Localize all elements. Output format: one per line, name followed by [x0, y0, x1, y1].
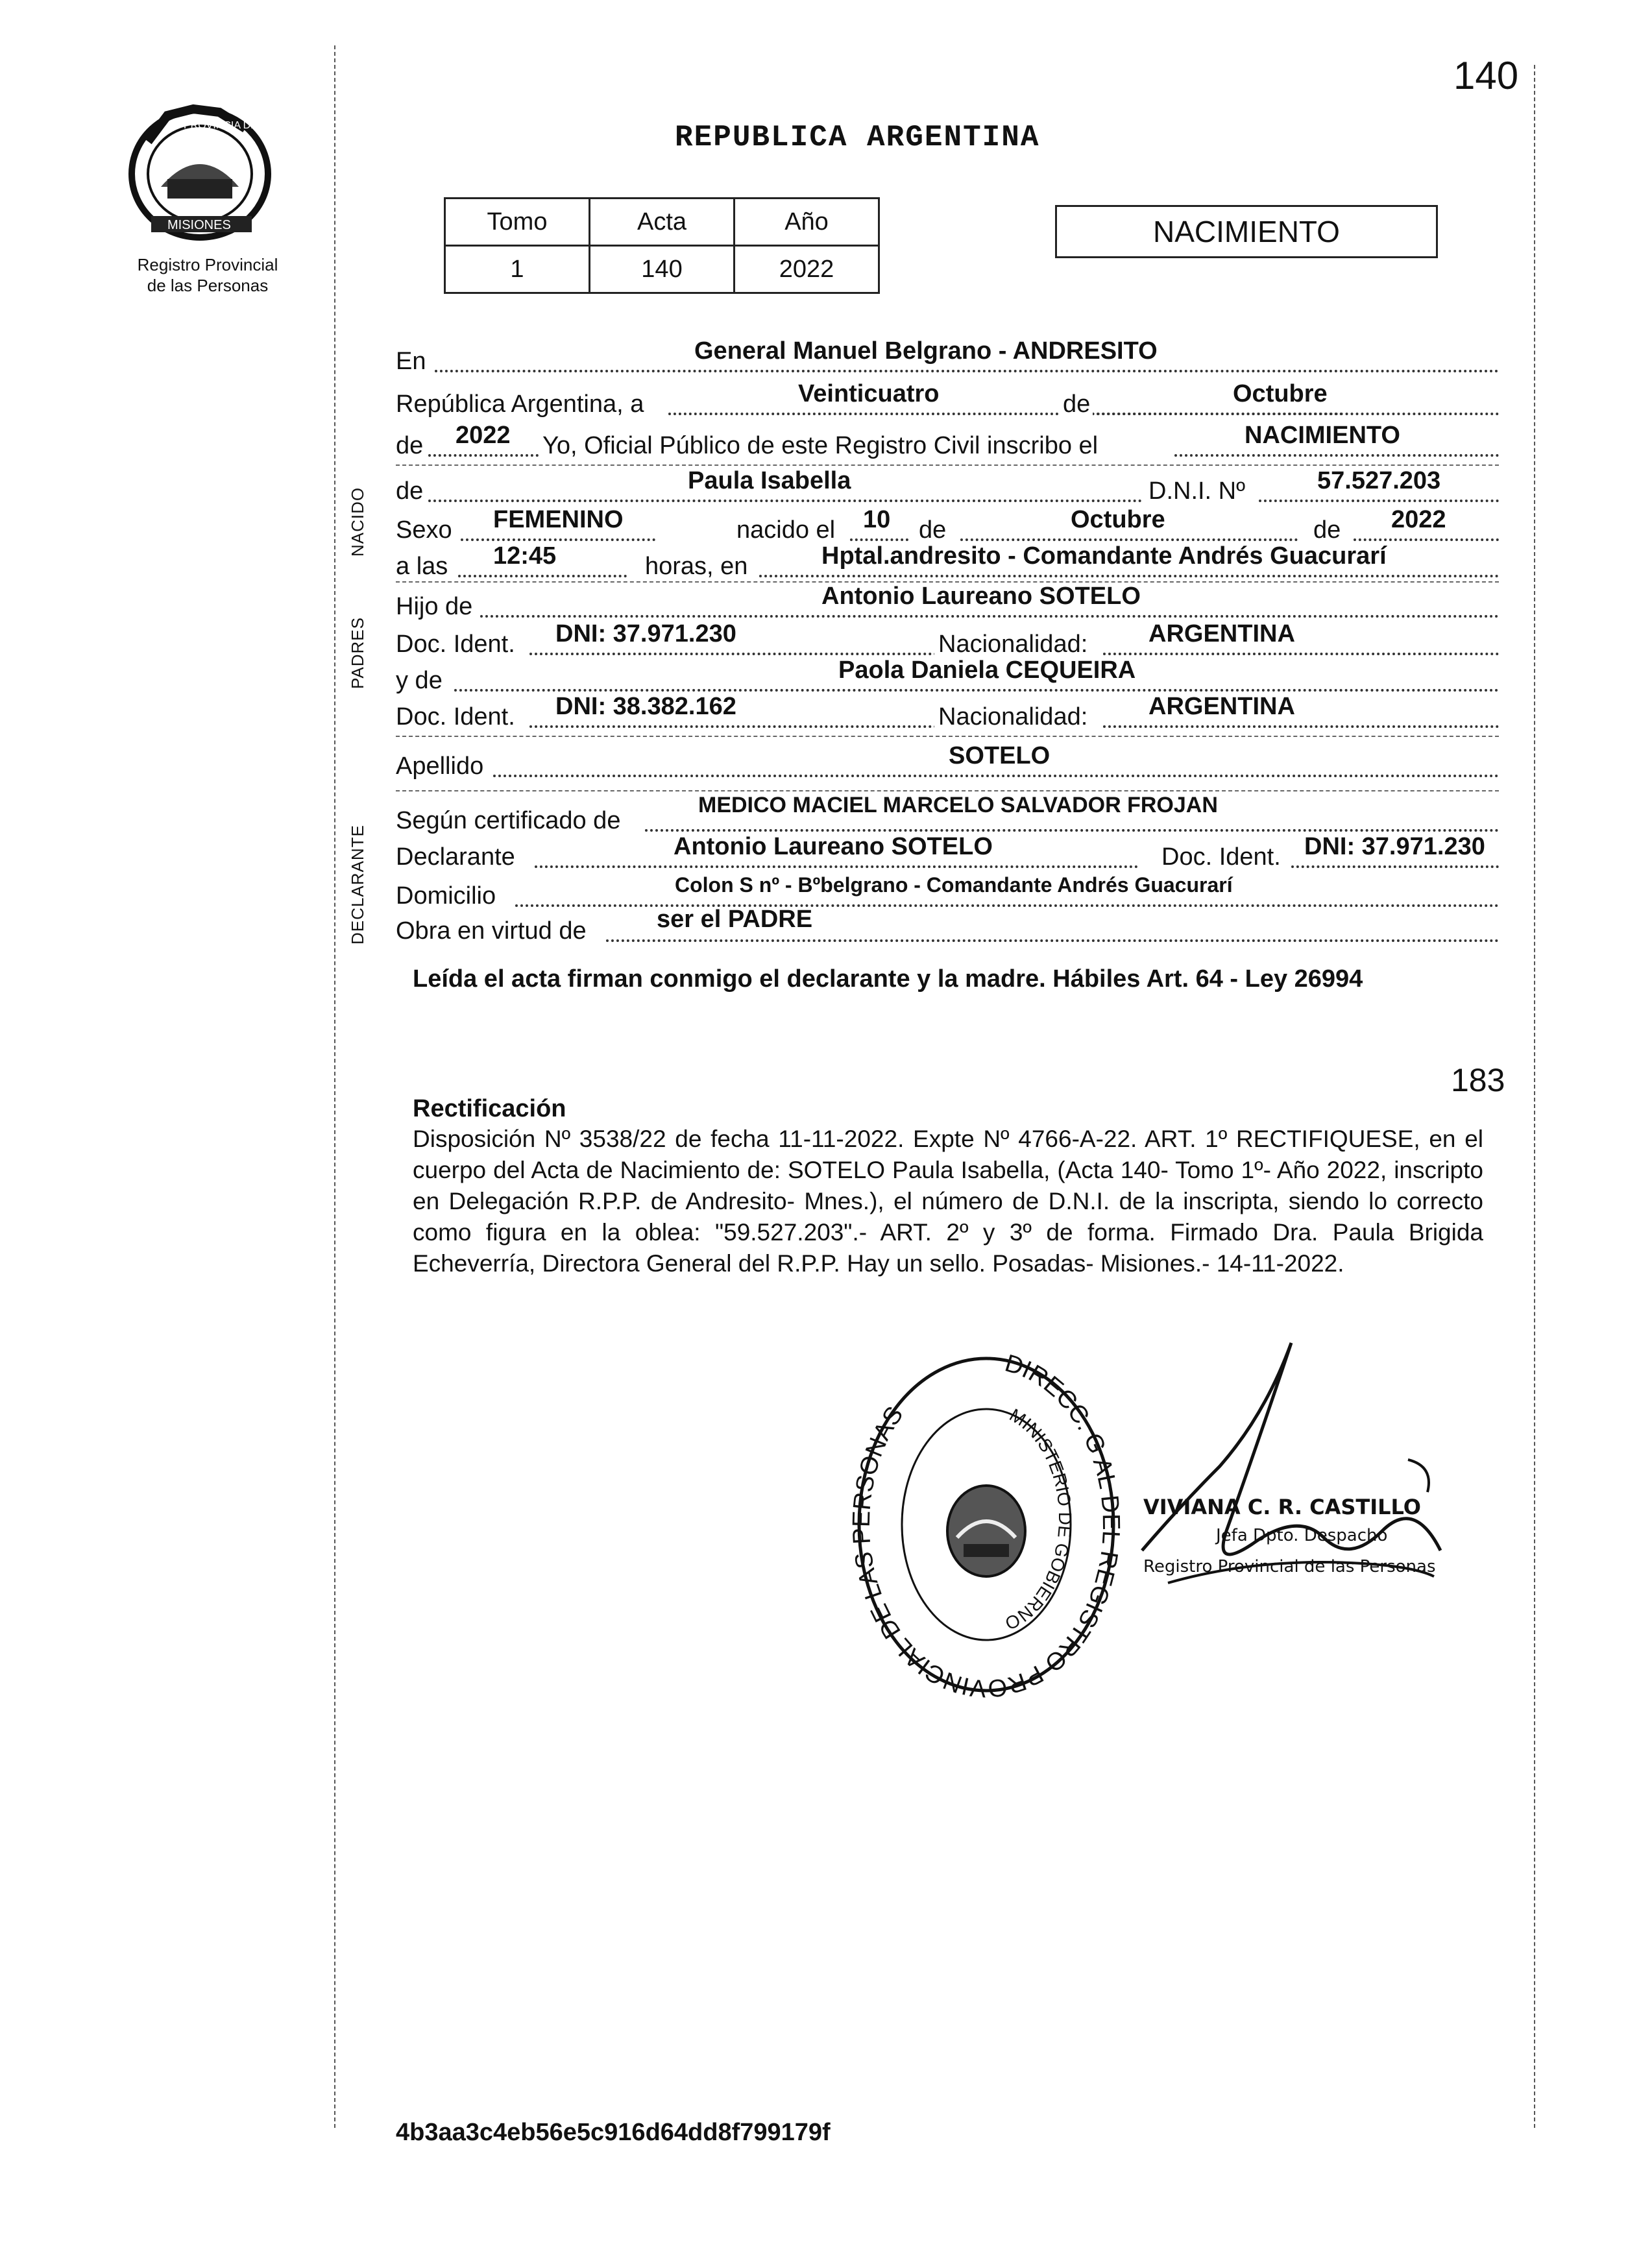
label-sexo: Sexo — [396, 516, 452, 544]
value-act-kind: NACIMIENTO — [1245, 422, 1400, 449]
label-dni: D.N.I. Nº — [1148, 477, 1245, 505]
document-hash: 4b3aa3c4eb56e5c916d64dd8f799179f — [396, 2119, 831, 2146]
label-hijo-de: Hijo de — [396, 593, 473, 620]
row-year — [396, 422, 1499, 461]
row-father-doc — [396, 620, 1499, 659]
label-mother-nationality: Nacionalidad: — [934, 703, 1091, 731]
value-sexo: FEMENINO — [493, 506, 624, 533]
label-mother-doc: Doc. Ident. — [396, 703, 515, 730]
row-sexo — [396, 506, 1499, 545]
row-y-de — [396, 657, 1499, 695]
act-type-box: NACIMIENTO — [1055, 205, 1438, 258]
label-declarante: Declarante — [396, 843, 515, 871]
row-a-las — [396, 542, 1499, 581]
record-header-acta: Acta — [590, 199, 735, 246]
seal-caption-line2: de las Personas — [147, 276, 269, 295]
svg-text:DIRECC. G AL DEL REGISTRO PROV: DIRECC. G AL DEL REGISTRO PROVINCIAL DE LAS PERSONAS — [847, 1349, 1125, 1702]
label-father-doc: Doc. Ident. — [396, 631, 515, 658]
closing-note: Leída el acta firman conmigo el declarante y la madre. Hábiles Art. 64 - Ley 26994 — [413, 965, 1363, 993]
label-father-nationality: Nacionalidad: — [934, 631, 1091, 658]
value-place: General Manuel Belgrano - ANDRESITO — [694, 337, 1158, 365]
value-name: Paula Isabella — [688, 467, 851, 494]
value-obra: ser el PADRE — [657, 906, 813, 933]
row-domicilio — [396, 871, 1499, 910]
value-day-words: Veinticuatro — [798, 380, 940, 407]
left-margin-rule — [334, 45, 335, 2128]
value-birth-time: 12:45 — [493, 542, 557, 570]
record-value-anio: 2022 — [735, 246, 879, 293]
section-divider — [396, 464, 1499, 466]
section-label-declarante: DECLARANTE — [348, 825, 367, 945]
misiones-seal-icon — [122, 103, 278, 245]
label-en: En — [396, 348, 426, 375]
value-dni: 57.527.203 — [1317, 467, 1441, 494]
row-republica — [396, 380, 1499, 419]
section-divider — [396, 790, 1499, 791]
value-mother-doc: DNI: 38.382.162 — [555, 693, 736, 720]
value-birth-year: 2022 — [1391, 506, 1446, 533]
record-value-tomo: 1 — [445, 246, 590, 293]
official-stamp-icon — [844, 1343, 1129, 1706]
record-header-anio: Año — [735, 199, 879, 246]
row-certificado — [396, 793, 1499, 832]
page-number: 140 — [1453, 54, 1519, 97]
signer-office: Registro Provincial de las Personas — [1143, 1557, 1436, 1576]
label-obra: Obra en virtud de — [396, 917, 587, 945]
right-margin-rule — [1534, 65, 1535, 2128]
rectification-number: 183 — [1451, 1062, 1505, 1098]
value-mother-name: Paola Daniela CEQUEIRA — [838, 657, 1136, 684]
label-nacido-de: de — [396, 477, 424, 505]
row-en — [396, 337, 1499, 376]
value-domicilio: Colon S nº - Bºbelgrano - Comandante Andrés Guacurarí — [675, 873, 1233, 897]
svg-text:MISIONES: MISIONES — [167, 218, 231, 232]
label-republica: República Argentina, a — [396, 391, 644, 418]
value-apellido: SOTELO — [949, 742, 1051, 769]
row-obra — [396, 906, 1499, 945]
seal-caption-line1: Registro Provincial — [137, 255, 278, 274]
value-father-doc: DNI: 37.971.230 — [555, 620, 736, 647]
value-month: Octubre — [1233, 380, 1328, 407]
value-mother-nationality: ARGENTINA — [1148, 693, 1295, 720]
label-a-las: a las — [396, 553, 448, 580]
row-mother-doc — [396, 693, 1499, 732]
label-inscribo: Yo, Oficial Público de este Registro Civil inscribo el — [542, 432, 1099, 459]
value-certificado: MEDICO MACIEL MARCELO SALVADOR FROJAN — [698, 793, 1218, 817]
record-header-tomo: Tomo — [445, 199, 590, 246]
label-domicilio: Domicilio — [396, 882, 496, 910]
rectification-body: Disposición Nº 3538/22 de fecha 11-11-2022. Expte Nº 4766-A-22. ART. 1º RECTIFIQUESE, en el cuerpo del Acta de Nacimiento de: SOTELO Paula Isabella, (Acta 140- Tomo 1º- Año 2022, inscripto en Delegación R.P.P. de Andresito- Mnes.), el número de D.N.I. de la inscripta, siendo lo correcto como figura en la oblea: "59.527.203".- ART. 2º y 3º de forma. Firmado Dra. Paula Brigida Echeverría, Directora General del R.P.P. Hay un sello. Posadas- Misiones.- 14-11-2022. — [413, 1126, 1483, 1277]
country-title: REPUBLICA ARGENTINA — [675, 121, 1040, 154]
value-birth-day: 10 — [863, 506, 891, 533]
section-label-nacido: NACIDO — [348, 487, 367, 557]
label-nacido-el: nacido el — [736, 516, 836, 544]
label-y-de: y de — [396, 667, 443, 694]
value-birth-month: Octubre — [1071, 506, 1165, 533]
label-de: de — [1060, 391, 1093, 418]
label-horas-en: horas, en — [645, 553, 748, 580]
value-father-nationality: ARGENTINA — [1148, 620, 1295, 647]
label-declarante-doc: Doc. Ident. — [1161, 843, 1281, 871]
value-declarante-doc: DNI: 37.971.230 — [1304, 833, 1485, 860]
label-birth-de: de — [919, 516, 947, 544]
row-nacido-name — [396, 467, 1499, 506]
record-value-acta: 140 — [590, 246, 735, 293]
label-year-de: de — [396, 432, 424, 459]
row-declarante — [396, 833, 1499, 872]
rectification-title: Rectificación — [413, 1095, 566, 1122]
value-year: 2022 — [456, 422, 511, 449]
value-birth-place: Hptal.andresito - Comandante Andrés Guacurarí — [821, 542, 1387, 570]
svg-text:MINISTERIO DE GOBIERNO: MINISTERIO DE GOBIERNO — [1002, 1405, 1075, 1634]
row-hijo-de — [396, 583, 1499, 621]
seal-caption — [114, 254, 302, 296]
svg-text:PROVINCIA DE: PROVINCIA DE — [184, 120, 258, 131]
label-certificado: Según certificado de — [396, 807, 621, 834]
record-table — [444, 197, 880, 294]
signer-name: VIVIANA C. R. CASTILLO — [1143, 1495, 1421, 1519]
section-label-padres: PADRES — [348, 617, 367, 689]
signer-role: Jefa Dpto. Despacho — [1216, 1526, 1388, 1545]
label-birth-de-2: de — [1313, 516, 1341, 544]
value-father-name: Antonio Laureano SOTELO — [821, 583, 1141, 610]
section-divider — [396, 736, 1499, 737]
value-declarante: Antonio Laureano SOTELO — [674, 833, 993, 860]
label-apellido: Apellido — [396, 753, 484, 780]
row-apellido — [396, 742, 1499, 781]
